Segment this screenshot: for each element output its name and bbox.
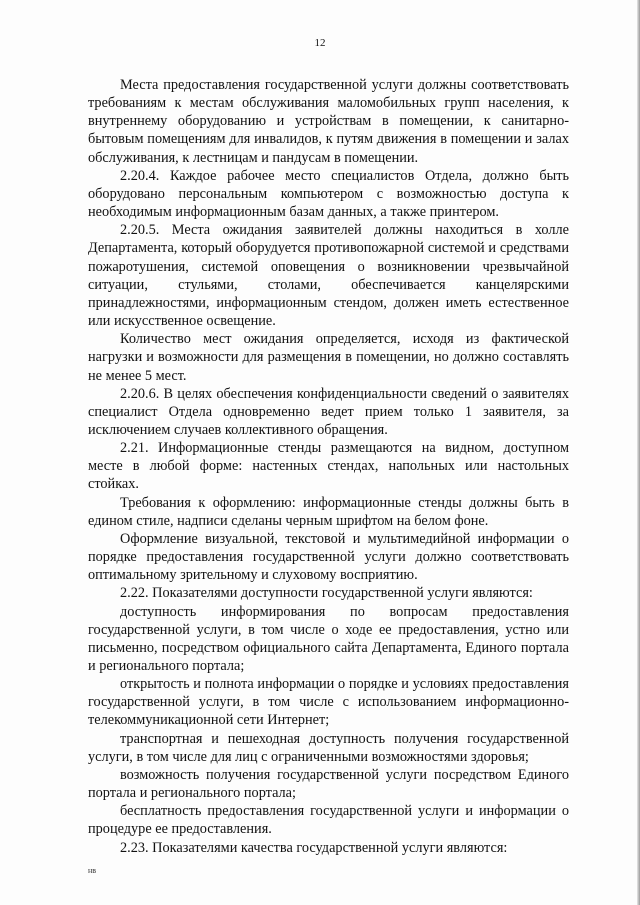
page-number: 12 — [314, 37, 326, 49]
paragraph-visual-design: Оформление визуальной, текстовой и мультимедийной информации о порядке предоставления государственной услуги должно соответствовать оптимальному зрительному и слуховому восприятию. — [88, 530, 569, 584]
paragraph-waiting-places-count: Количество мест ожидания определяется, исходя из фактической нагрузки и возможности для размещения в помещении, но должно составлять не менее 5 мест. — [88, 331, 569, 384]
list-item-openness: открытость и полнота информации о порядке и условиях предоставления государственной услуги, в том числе с использованием информационно-телекоммуникационной сети Интернет; — [88, 676, 569, 729]
paragraph-2-22: 2.22. Показателями доступности государственной услуги являются: — [120, 585, 533, 602]
paragraph-2-20-4: 2.20.4. Каждое рабочее место специалистов Отдела, должно быть оборудовано персональным компьютером с возможностью доступа к необходимым информационным базам данных, а также принтером. — [88, 167, 569, 221]
paragraph-2-20-6: 2.20.6. В целях обеспечения конфиденциальности сведений о заявителях специалист Отдела одновременно ведет прием только 1 заявителя, за исключением случаев коллективного обращения. — [88, 385, 569, 438]
document-body — [88, 76, 569, 857]
list-item-informing-availability: доступность информирования по вопросам предоставления государственной услуги, в том числе о ходе ее предоставления, устно или письменно, посредством официального сайта Департамента, Единого портала и регионального портала; — [88, 603, 569, 674]
list-item-transport-availability: транспортная и пешеходная доступность получения государственной услуги, в том числе для лиц с ограниченными возможностями здоровья; — [88, 730, 569, 765]
paragraph-2-23: 2.23. Показателями качества государственной услуги являются: — [120, 839, 508, 856]
list-item-free-of-charge: бесплатность предоставления государственной услуги и информации о процедуре ее предоставления. — [88, 803, 569, 838]
paragraph-2-20-5: 2.20.5. Места ожидания заявителей должны находиться в холле Департамента, который оборудуется противопожарной системой и средствами пожаротушения, системой оповещения о возникновении чрезвычайной ситуации, стульями, столами, обеспечивается канцелярскими принадлежностями, информационным стендом, должен иметь естественное или искусственное освещение. — [88, 222, 569, 330]
paragraph-design-requirements: Требования к оформлению: информационные стенды должны быть в едином стиле, надписи сделаны черным шрифтом на белом фоне. — [88, 494, 569, 529]
footer-initials: нв — [88, 866, 97, 875]
paragraph-2-21: 2.21. Информационные стенды размещаются на видном, доступном месте в любой форме: настенных стендах, напольных или настольных стойках. — [88, 440, 569, 493]
paragraph-accessibility-requirements: Места предоставления государственной услуги должны соответствовать требованиям к местам обслуживания маломобильных групп населения, к внутреннему оборудованию и устройствам в помещении, к санитарно-бытовым помещениям для инвалидов, к путям движения в помещении и залах обслуживания, к лестницам и пандусам в помещении. — [88, 77, 569, 166]
list-item-portal-availability: возможность получения государственной услуги посредством Единого портала и регионального портала; — [88, 766, 569, 802]
